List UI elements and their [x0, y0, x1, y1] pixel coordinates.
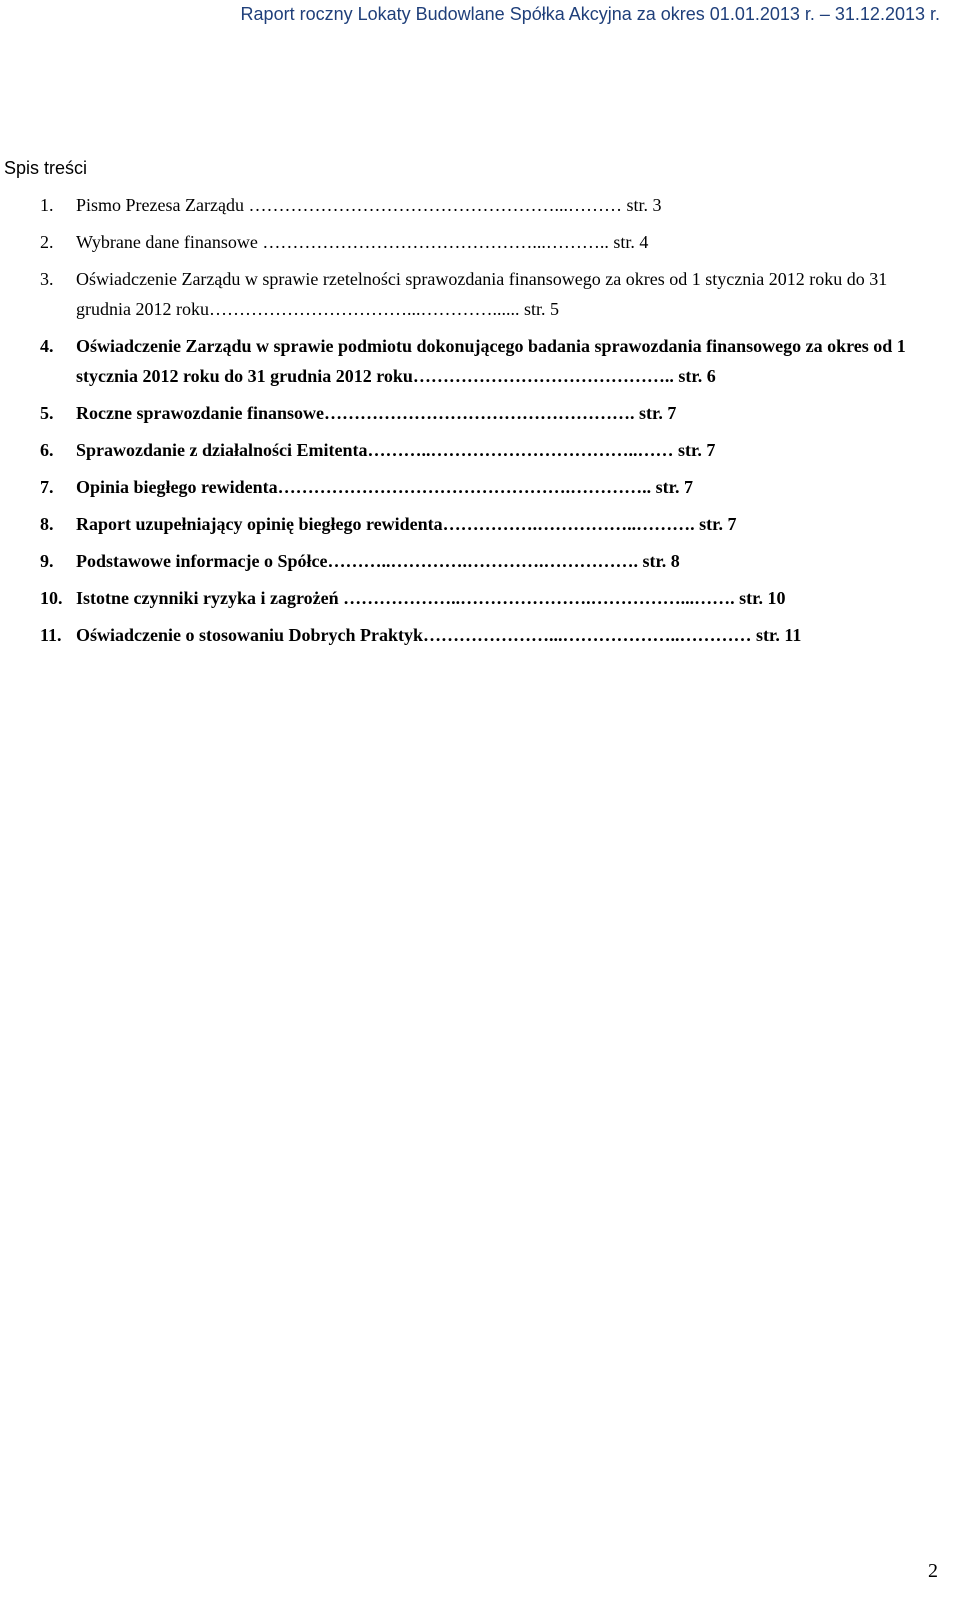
toc-item-number: 1.	[40, 195, 54, 215]
toc-item-6[interactable]	[0, 435, 950, 465]
toc-item-8[interactable]	[0, 509, 950, 539]
toc-item-number: 9.	[40, 551, 54, 571]
toc-item-text: Podstawowe informacje o Spółce………..………….………….……………. str. 8	[76, 551, 680, 571]
toc-title: Spis treści	[4, 158, 88, 178]
toc-item-10[interactable]	[0, 583, 950, 613]
toc-item-text: Sprawozdanie z działalności Emitenta………..……………………………..…… str. 7	[76, 440, 716, 460]
toc-item-5[interactable]	[0, 398, 950, 428]
toc-item-9[interactable]	[0, 546, 950, 576]
toc-item-number: 2.	[40, 232, 54, 252]
toc-item-number: 4.	[40, 336, 54, 356]
toc-item-number: 6.	[40, 440, 54, 460]
toc-item-text: Oświadczenie Zarządu w sprawie podmiotu dokonującego badania sprawozdania finansowego za okres od 1 stycznia 2012 roku do 31 grudnia 2012 roku…………………………………….. str. 6	[76, 336, 906, 386]
toc-item-number: 11.	[40, 625, 62, 645]
toc-item-text: Oświadczenie o stosowaniu Dobrych Praktyk…………………...………………..………… str. 11	[76, 625, 802, 645]
toc-item-7[interactable]	[0, 472, 950, 502]
running-header: Raport roczny Lokaty Budowlane Spółka Akcyjna za okres 01.01.2013 r. – 31.12.2013 r.	[240, 4, 940, 24]
toc-item-number: 5.	[40, 403, 54, 423]
toc-item-text: Oświadczenie Zarządu w sprawie rzetelności sprawozdania finansowego za okres od 1 stycznia 2012 roku do 31 grudnia 2012 roku……………………………...…………...... str. 5	[76, 269, 888, 319]
toc-item-number: 3.	[40, 269, 54, 289]
toc-item-2[interactable]	[0, 227, 950, 257]
toc-item-11[interactable]	[0, 620, 950, 650]
toc-item-number: 10.	[40, 588, 63, 608]
toc-item-number: 8.	[40, 514, 54, 534]
toc-item-text: Istotne czynniki ryzyka i zagrożeń ………………..………………….……………...……. str. 10	[76, 588, 786, 608]
toc-item-1[interactable]	[0, 190, 950, 220]
toc-item-text: Roczne sprawozdanie finansowe……………………………………………. str. 7	[76, 403, 677, 423]
toc-item-text: Wybrane dane finansowe ………………………………………...……….. str. 4	[76, 232, 649, 252]
toc-item-text: Pismo Prezesa Zarządu ……………………………………………...……… str. 3	[76, 195, 662, 215]
toc-item-3[interactable]	[0, 264, 950, 324]
toc-item-number: 7.	[40, 477, 54, 497]
toc-item-text: Opinia biegłego rewidenta………………………………………….………….. str. 7	[76, 477, 694, 497]
table-of-contents	[0, 190, 950, 657]
page-number: 2	[928, 1560, 938, 1582]
toc-item-4[interactable]	[0, 331, 950, 391]
toc-item-text: Raport uzupełniający opinię biegłego rewidenta…………….……………..………. str. 7	[76, 514, 737, 534]
